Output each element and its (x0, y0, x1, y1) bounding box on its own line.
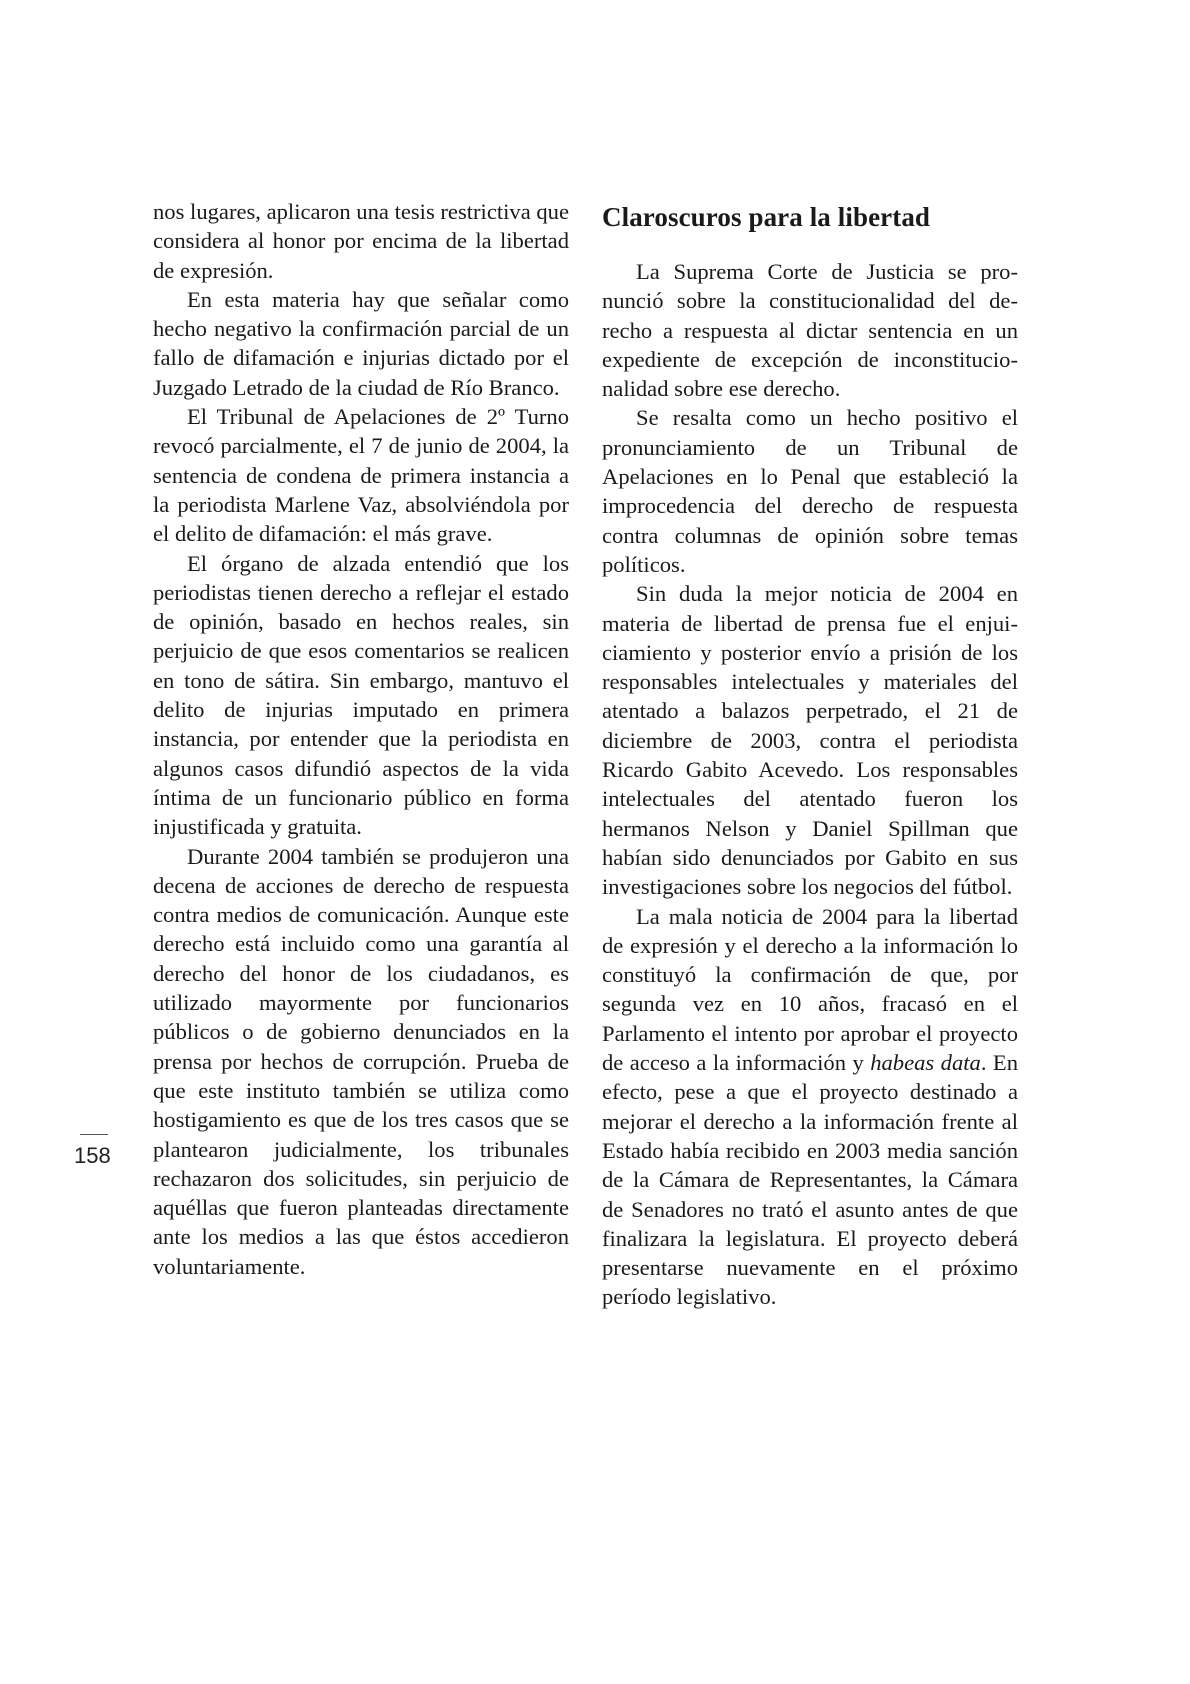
page-number: 158 (74, 1143, 111, 1168)
body-paragraph: La Suprema Corte de Justicia se pronunció sobre la constitucionalidad del derecho a respuesta al dictar sentencia en un expediente de excepción de inconstitucionalidad sobre ese derecho. (602, 259, 1018, 402)
body-paragraph: nos lugares, aplicaron una tesis restrictiva que considera al honor por encima de la libertad de expresión. (153, 199, 569, 283)
body-paragraph: En esta materia hay que señalar como hecho negativo la confirmación parcial de un fallo de difamación e injurias dictado por el Juzgado Letrado de la ciudad de Río Branco. (153, 286, 569, 400)
section-heading: Claroscuros para la libertad (602, 202, 931, 232)
right-column (602, 197, 1018, 1312)
body-paragraph: Durante 2004 también se produjeron una decena de acciones de derecho de respuesta contra medios de comunicación. Aunque este derecho está incluido como una garantía al derecho del honor de los ciudadanos, es utilizado mayormente por funcionarios públicos o de gobierno denunciados en la prensa por hechos de corrupción. Prueba de que este instituto también se utiliza como hostigamiento es que de los tres casos que se plantearon judicialmente, los tribunales rechazaron dos solicitudes, sin perjuicio de aquéllas que fueron planteadas directamente ante los medios a las que éstos accedieron voluntariamente. (153, 843, 569, 1279)
body-paragraph: El Tribunal de Apelaciones de 2º Turno revocó parcialmente, el 7 de junio de 2004, la sentencia de condena de primera instancia a la periodista Marlene Vaz, absolviéndola por el delito de difamación: el más grave. (153, 404, 569, 547)
italic-term: habeas data (870, 1050, 981, 1076)
body-paragraph-last (602, 902, 1018, 1312)
left-column (153, 197, 569, 1281)
text-run: La mala noticia de 2004 para la libertad de expresión y el derecho a la información lo constituyó la confirmación de que, por segunda vez en 10 años, fracasó en el Parlamento el intento por aprobar el proyecto de acceso a la información y (602, 903, 1018, 1076)
body-paragraph: El órgano de alzada entendió que los periodistas tienen derecho a reflejar el estado de opinión, basado en hechos reales, sin perjuicio de que esos comentarios se realicen en tono de sátira. Sin embargo, mantuvo el delito de injurias imputado en primera instancia, por entender que la periodista en algunos casos difundió aspectos de la vida íntima de un funcionario público en forma injustificada y gratuita. (153, 550, 569, 840)
text-run: . En efecto, pese a que el proyecto destinado a mejorar el derecho a la información frente al Estado había recibido en 2003 media sanción de la Cámara de Representantes, la Cámara de Senadores no trató el asunto antes de que finalizara la legislatura. El proyecto deberá presentarse nuevamente en el próximo período legislativo. (602, 1050, 1019, 1310)
body-paragraph: Se resalta como un hecho positivo el pronunciamiento de un Tribunal de Apelaciones en lo Penal que estableció la improcedencia del derecho de respuesta contra columnas de opinión sobre temas políticos. (602, 405, 1018, 577)
body-paragraph: Sin duda la mejor noticia de 2004 en materia de libertad de prensa fue el enjuiciamiento y posterior envío a prisión de los responsables intelectuales y materiales del atentado a balazos perpetrado, el 21 de diciembre de 2003, contra el periodista Ricardo Gabito Acevedo. Los responsables intelectuales del atentado fueron los hermanos Nelson y Daniel Spillman que habían sido denunciados por Gabito en sus investigaciones sobre los negocios del fútbol. (602, 581, 1018, 900)
page-number-rule (80, 1134, 108, 1135)
